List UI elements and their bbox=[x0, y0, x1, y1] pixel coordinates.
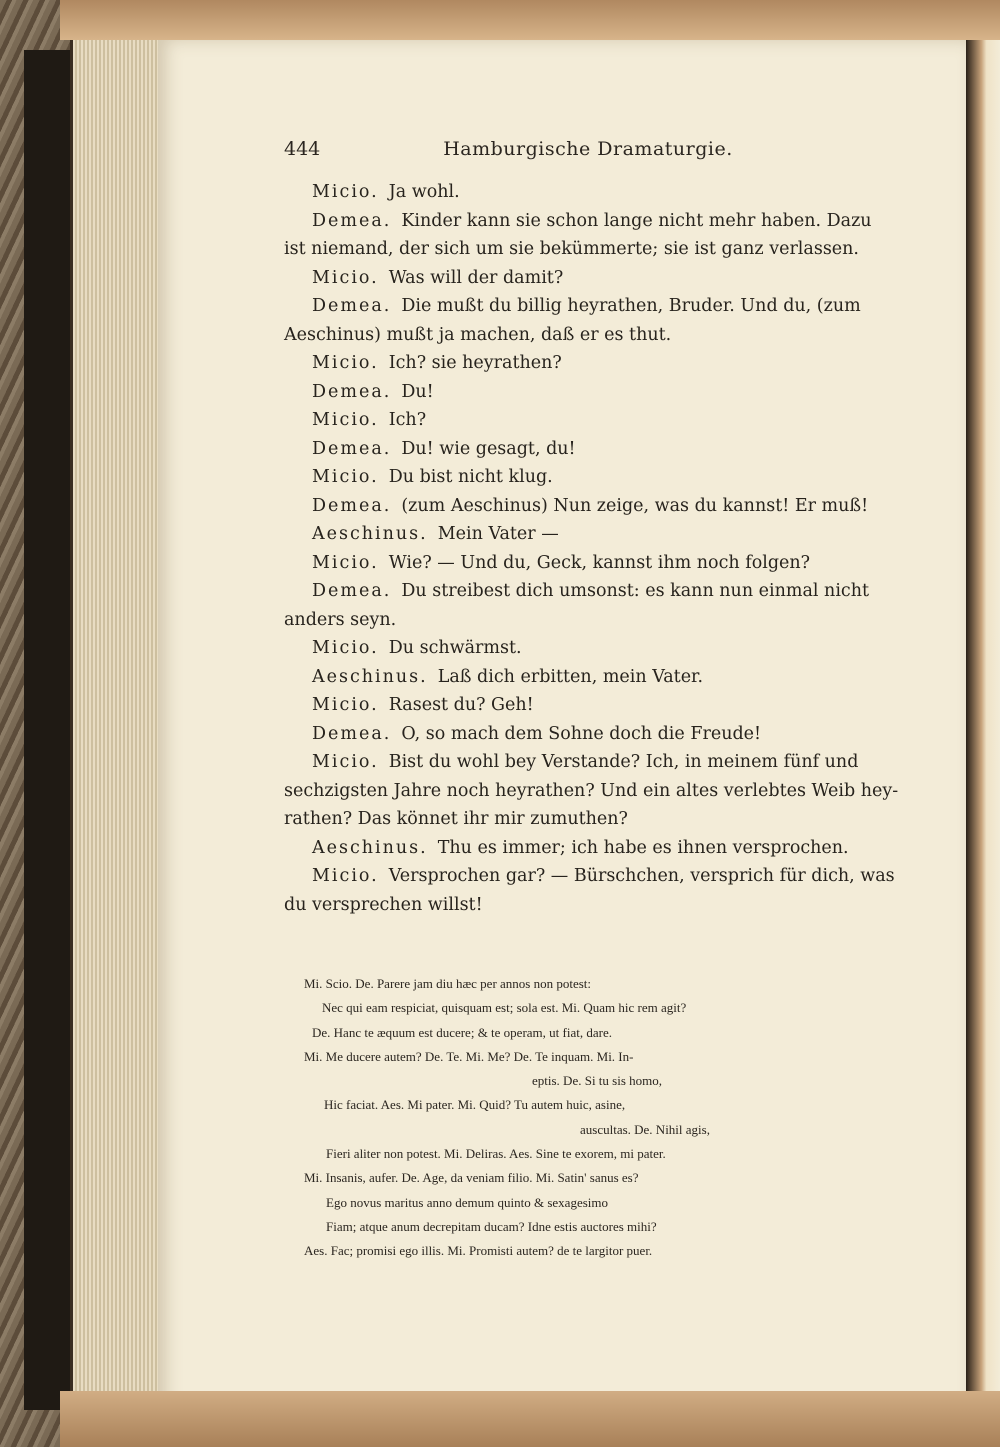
dialogue-line bbox=[284, 549, 894, 578]
dialogue-line bbox=[284, 492, 894, 521]
dialogue-line bbox=[284, 463, 894, 492]
line-text: du versprechen willst! bbox=[284, 894, 483, 915]
dialogue-line bbox=[284, 406, 894, 435]
dialogue-line bbox=[284, 378, 894, 407]
line-text: Ich? sie heyrathen? bbox=[388, 353, 562, 373]
speaker-name: Micio. bbox=[312, 467, 379, 487]
dialogue-line bbox=[284, 720, 894, 749]
latin-line: Aes. Fac; promisi ego illis. Mi. Promisti autem? de te largitor puer. bbox=[304, 1243, 653, 1259]
speaker-name: Demea. bbox=[312, 581, 392, 601]
page-number: 444 bbox=[284, 138, 321, 160]
latin-line: eptis. De. Si tu sis homo, bbox=[532, 1073, 663, 1089]
dialogue-line bbox=[284, 178, 894, 207]
line-text: Laß dich erbitten, mein Vater. bbox=[437, 666, 704, 687]
line-text: Die mußt du billig heyrathen, Bruder. Und du, (zum bbox=[401, 296, 861, 316]
dialogue-text bbox=[284, 178, 899, 919]
speaker-name: Demea. bbox=[312, 495, 392, 516]
dialogue-line bbox=[284, 748, 894, 777]
speaker-name: Micio. bbox=[312, 752, 379, 772]
line-text: Thu es immer; ich habe es ihnen versprochen. bbox=[437, 837, 849, 858]
dialogue-line bbox=[284, 777, 899, 806]
line-text: Du streibest dich umsonst: es kann nun einmal nicht bbox=[401, 581, 870, 601]
line-text: Aeschinus) mußt ja machen, daß er es thut. bbox=[284, 324, 672, 345]
line-text: Ich? bbox=[388, 410, 427, 430]
dialogue-line bbox=[284, 435, 894, 464]
dialogue-line bbox=[284, 264, 894, 293]
dialogue-line bbox=[284, 235, 894, 264]
speaker-name: Demea. bbox=[312, 723, 392, 744]
line-text: anders seyn. bbox=[284, 609, 397, 630]
speaker-name: Demea. bbox=[312, 381, 392, 402]
line-text: Du schwärmst. bbox=[388, 638, 522, 658]
page-header bbox=[284, 138, 892, 172]
speaker-name: Demea. bbox=[312, 210, 392, 231]
line-text: Wie? — Und du, Geck, kannst ihm noch folgen? bbox=[388, 552, 811, 573]
scan-bottom-border bbox=[60, 1391, 1000, 1447]
dialogue-line bbox=[284, 862, 894, 891]
latin-line: Mi. Me ducere autem? De. Te. Mi. Me? De. Te inquam. Mi. In- bbox=[304, 1048, 634, 1064]
line-text: sechzigsten Jahre noch heyrathen? Und ein altes verlebtes Weib hey- bbox=[284, 780, 899, 801]
line-text: Was will der damit? bbox=[388, 267, 564, 288]
scan-top-border bbox=[60, 0, 1000, 40]
dialogue-line bbox=[284, 634, 894, 663]
line-text: Rasest du? Geh! bbox=[388, 695, 534, 715]
line-text: O, so mach dem Sohne doch die Freude! bbox=[401, 723, 762, 744]
line-text: Mein Vater — bbox=[437, 524, 559, 544]
speaker-name: Aeschinus. bbox=[312, 837, 428, 858]
speaker-name: Demea. bbox=[312, 296, 392, 316]
dialogue-line bbox=[284, 834, 894, 863]
facing-page-edge bbox=[966, 40, 1000, 1410]
dialogue-line bbox=[284, 663, 894, 692]
speaker-name: Demea. bbox=[312, 438, 392, 459]
line-text: Bist du wohl bey Verstande? Ich, in meinem fünf und bbox=[388, 752, 859, 772]
line-text: Versprochen gar? — Bürschchen, versprich für dich, was bbox=[388, 866, 895, 886]
running-title: Hamburgische Dramaturgie. bbox=[443, 138, 733, 160]
dialogue-line bbox=[284, 207, 894, 236]
speaker-name: Aeschinus. bbox=[312, 524, 428, 544]
latin-line: De. Hanc te æquum est ducere; & te operam, ut fiat, dare. bbox=[312, 1024, 612, 1040]
dialogue-line bbox=[284, 520, 894, 549]
speaker-name: Micio. bbox=[312, 866, 379, 886]
dialogue-line bbox=[284, 577, 894, 606]
dialogue-line bbox=[284, 805, 894, 834]
speaker-name: Micio. bbox=[312, 410, 379, 430]
dialogue-line bbox=[284, 891, 894, 920]
line-text: (zum Aeschinus) Nun zeige, was du kannst! Er muß! bbox=[401, 495, 869, 516]
line-text: Du! bbox=[401, 381, 434, 402]
book-spine bbox=[24, 50, 72, 1410]
latin-line: auscultas. De. Nihil agis, bbox=[580, 1121, 710, 1137]
speaker-name: Aeschinus. bbox=[312, 666, 428, 687]
speaker-name: Micio. bbox=[312, 695, 379, 715]
dialogue-line bbox=[284, 606, 894, 635]
line-text: ist niemand, der sich um sie bekümmerte; sie ist ganz verlassen. bbox=[284, 239, 859, 259]
line-text: Du bist nicht klug. bbox=[388, 467, 553, 487]
latin-line: Fiam; atque anum decrepitam ducam? Idne estis auctores mihi? bbox=[326, 1218, 657, 1234]
page-edges bbox=[70, 40, 163, 1420]
dialogue-line bbox=[284, 349, 894, 378]
line-text: rathen? Das könnet ihr mir zumuthen? bbox=[284, 809, 628, 829]
speaker-name: Micio. bbox=[312, 267, 379, 288]
latin-line: Mi. Scio. De. Parere jam diu hæc per annos non potest: bbox=[304, 976, 592, 991]
speaker-name: Micio. bbox=[312, 182, 379, 202]
speaker-name: Micio. bbox=[312, 638, 379, 658]
line-text: Du! wie gesagt, du! bbox=[401, 438, 576, 459]
dialogue-line bbox=[284, 321, 894, 350]
latin-line: Ego novus maritus anno demum quinto & sexagesimo bbox=[326, 1194, 608, 1210]
latin-line: Nec qui eam respiciat, quisquam est; sola est. Mi. Quam hic rem agit? bbox=[322, 1000, 687, 1016]
latin-footnote bbox=[292, 972, 896, 1264]
line-text: Kinder kann sie schon lange nicht mehr haben. Dazu bbox=[401, 210, 872, 231]
speaker-name: Micio. bbox=[312, 552, 379, 573]
dialogue-line bbox=[284, 691, 894, 720]
speaker-name: Micio. bbox=[312, 353, 379, 373]
latin-line: Mi. Insanis, aufer. De. Age, da veniam filio. Mi. Satin' sanus es? bbox=[304, 1170, 639, 1186]
line-text: Ja wohl. bbox=[388, 182, 460, 202]
latin-line: Fieri aliter non potest. Mi. Deliras. Aes. Sine te exorem, mi pater. bbox=[326, 1146, 666, 1162]
dialogue-line bbox=[284, 292, 894, 321]
latin-line: Hic faciat. Aes. Mi pater. Mi. Quid? Tu autem huic, asine, bbox=[324, 1097, 626, 1113]
